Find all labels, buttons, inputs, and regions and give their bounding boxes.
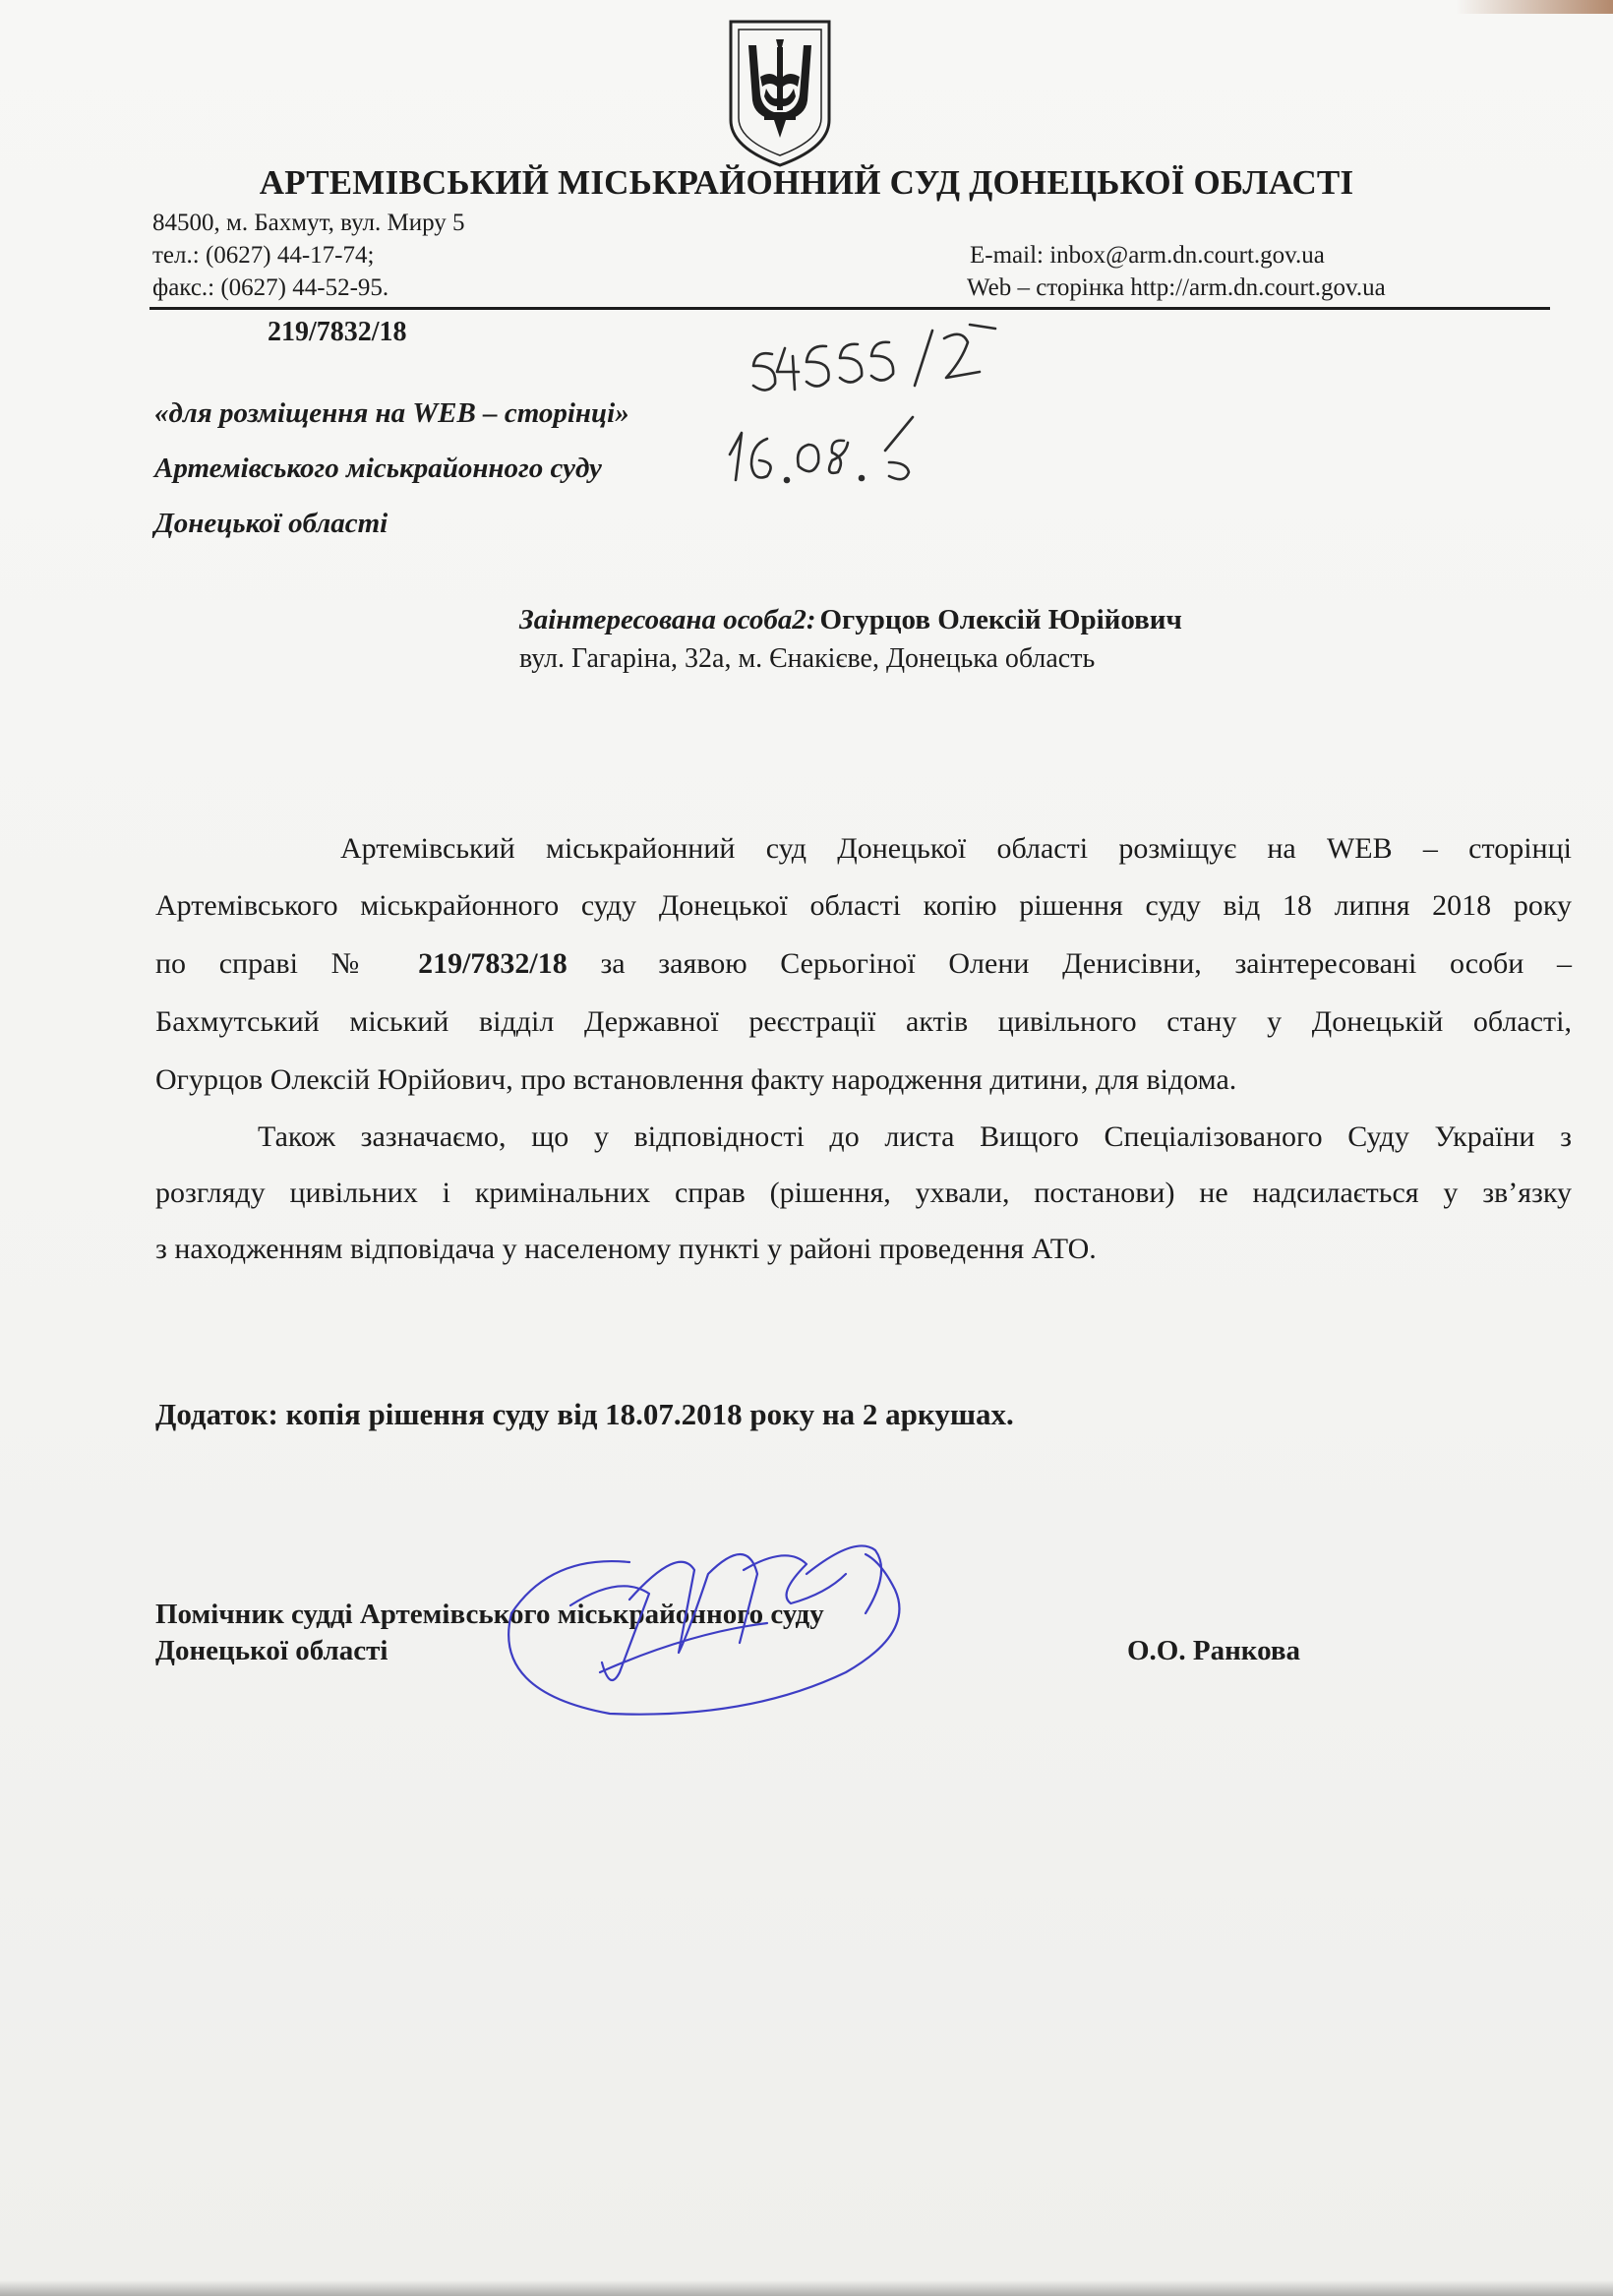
body-p2-line-1: Також зазначаємо, що у відповідності до листа Вищого Спеціалізованого Суду України з [258,1120,1572,1153]
case-ref-prefix: по справі № [155,947,386,980]
signer-position-line-2: Донецької області [155,1635,388,1666]
interested-party-address: вул. Гагаріна, 32а, м. Єнакієве, Донецька область [519,643,1096,674]
header-divider [149,307,1550,310]
body-p1-line-1: Артемівський міськрайонний суд Донецької області розміщує на WEB – сторінці [340,832,1572,865]
addressee-line-1: «для розміщення на WEB – сторінці» [154,397,629,429]
coat-of-arms-emblem [725,18,835,167]
attachment-note: Додаток: копія рішення суду від 18.07.2018 року на 2 аркушах. [155,1397,1014,1431]
interested-party-name: Огурцов Олексій Юрійович [819,604,1182,635]
case-number: 219/7832/18 [268,317,407,347]
case-ref-number: 219/7832/18 [418,947,568,980]
court-website: Web – сторінка http://arm.dn.court.gov.ua [967,274,1386,301]
handwritten-date [730,417,913,482]
signer-position-line-1: Помічник судді Артемівського міськрайонного суду [155,1599,824,1630]
court-name-heading: АРТЕМІВСЬКИЙ МІСЬКРАЙОННИЙ СУД ДОНЕЦЬКОЇ ОБЛАСТІ [259,163,1354,202]
body-p2-line-2: розгляду цивільних і кримінальних справ (рішення, ухвали, постанови) не надсилається у зв’язку [155,1177,1572,1209]
body-p1-line-2: Артемівського міськрайонного суду Донецької області копію рішення суду від 18 липня 2018 року [155,889,1572,922]
case-ref-suffix: за заявою Серьогіної Олени Денисівни, заінтересовані особи – [600,947,1573,980]
court-email: E-mail: inbox@arm.dn.court.gov.ua [970,242,1325,269]
addressee-line-3: Донецької області [154,508,388,539]
signer-name: О.О. Ранкова [1127,1635,1301,1666]
court-fax: факс.: (0627) 44-52-95. [152,274,389,301]
court-phone: тел.: (0627) 44-17-74; [152,242,375,269]
body-p2-line-3: з находженням відповідача у населеному пункті у районі проведення АТО. [155,1233,1097,1265]
handwritten-registration-number [753,325,995,391]
body-p1-line-5: Огурцов Олексій Юрійович, про встановлення факту народження дитини, для відома. [155,1063,1237,1096]
court-address: 84500, м. Бахмут, вул. Миру 5 [152,210,465,236]
scan-edge-bottom [0,2280,1613,2296]
addressee-line-2: Артемівського міськрайонного суду [154,453,602,484]
body-p1-line-4: Бахмутський міський відділ Державної реєстрації актів цивільного стану у Донецькій області, [155,1005,1572,1038]
body-p1-line-3 [155,949,1572,979]
interested-party-line [519,604,1182,636]
interested-party-label: Заінтересована особа2: [519,604,816,635]
scan-edge-top [1456,0,1613,14]
